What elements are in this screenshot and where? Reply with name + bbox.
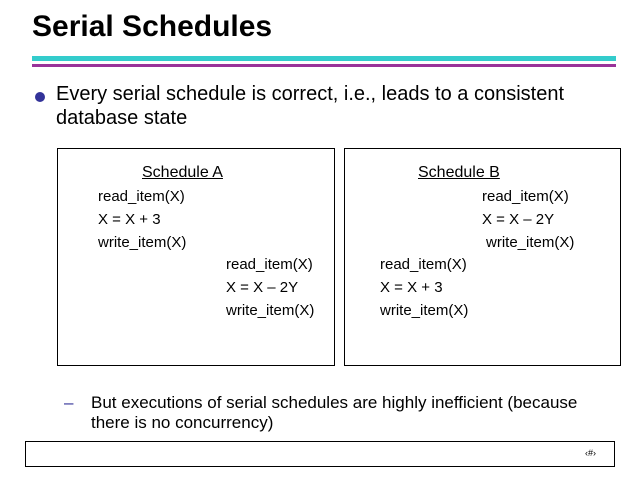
sub-bullet-dash: – xyxy=(64,393,74,412)
schedule-a-t2-op: X = X – 2Y xyxy=(226,279,299,296)
schedule-a-t1-op: read_item(X) xyxy=(98,188,185,205)
schedule-a-t1-op: write_item(X) xyxy=(98,234,187,251)
schedule-b-box xyxy=(344,148,621,366)
title-rule-cyan xyxy=(32,56,616,61)
schedule-a-box xyxy=(57,148,335,366)
schedule-b-t2-op: X = X + 3 xyxy=(380,279,443,296)
schedule-b-heading: Schedule B xyxy=(418,164,500,181)
schedule-b-t1-op: X = X – 2Y xyxy=(482,211,555,228)
footer-bar xyxy=(25,441,615,467)
schedule-b-t2-op: read_item(X) xyxy=(380,256,467,273)
main-bullet-text: Every serial schedule is correct, i.e., leads to a consistent database state xyxy=(56,83,565,129)
schedule-a-t2-op: read_item(X) xyxy=(226,256,313,273)
schedule-b-t2-op: write_item(X) xyxy=(380,302,469,319)
slide-title: Serial Schedules xyxy=(32,10,273,43)
schedule-a-t2-op: write_item(X) xyxy=(226,302,315,319)
sub-bullet-text: But executions of serial schedules are highly inefficient (because there is no concurrency) xyxy=(91,393,578,432)
schedule-b-t1-op: write_item(X) xyxy=(486,234,575,251)
schedule-b-t1-op: read_item(X) xyxy=(482,188,569,205)
bullet-dot-icon xyxy=(35,92,45,102)
schedule-a-heading: Schedule A xyxy=(142,164,223,181)
schedule-a-t1-op: X = X + 3 xyxy=(98,211,161,228)
page-number: ‹#› xyxy=(585,448,596,458)
title-rule-purple xyxy=(32,64,616,67)
